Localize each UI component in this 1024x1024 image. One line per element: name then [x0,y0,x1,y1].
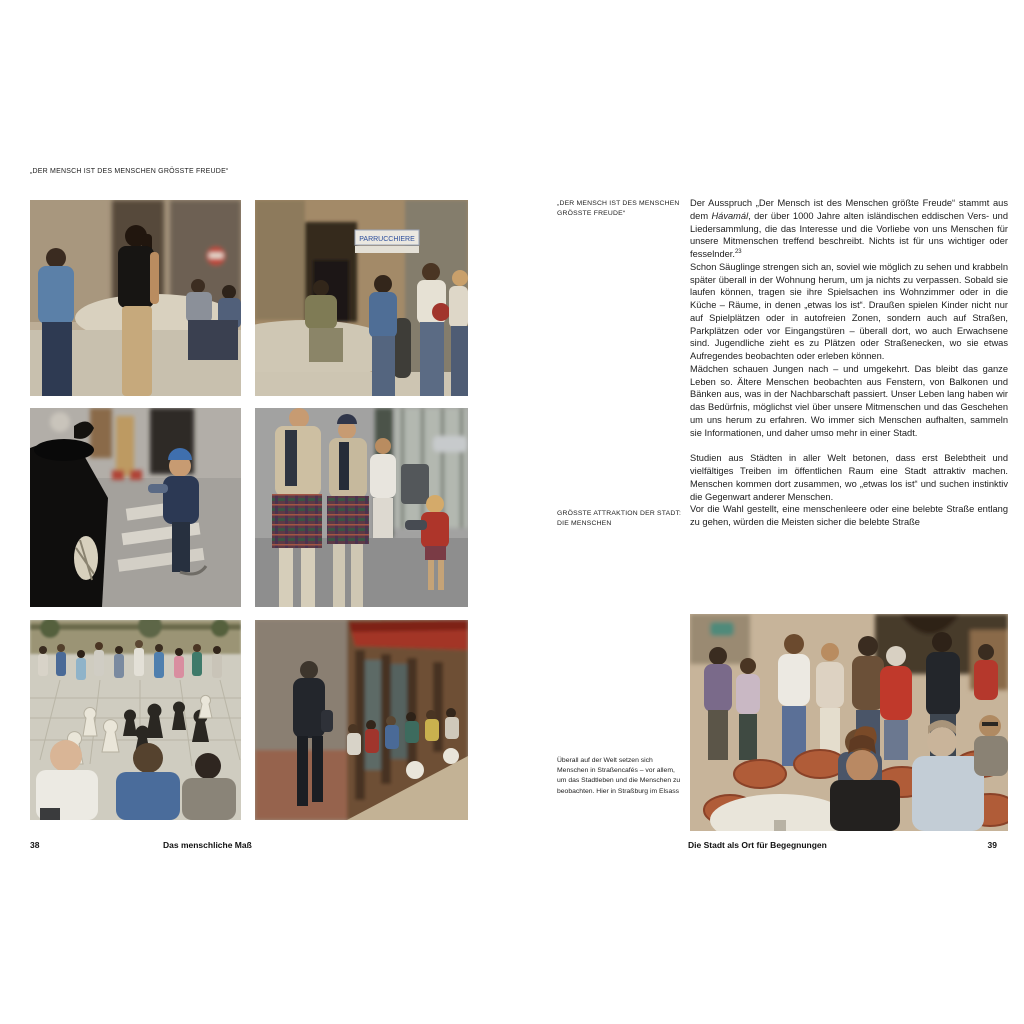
left-chapter-title: Das menschliche Maß [163,840,252,850]
photo-giant-chess [30,620,241,820]
photo-sidewalk-cafe [255,620,468,820]
photo-street-walkers [30,200,241,396]
shop-sign-text: PARRUCCHIERE [359,236,415,243]
left-page-kicker: „DER MENSCH IST DES MENSCHEN GRÖSSTE FREUDE“ [30,168,229,175]
photo-performer-child [30,408,241,607]
right-chapter-title: Die Stadt als Ort für Begegnungen [688,840,827,850]
photo-caption: Überall auf der Welt setzen sich Menschen in Straßencafés – vor allem, um das Stadtleben und die Menschen zu beobachten. Hier in Straßburg im Elsass [557,757,681,795]
photo-pipers-child [255,408,468,607]
left-page-number: 38 [30,840,40,850]
photo-strasbourg-cafe [690,614,1008,831]
margin-note-quote: „DER MENSCH IST DES MENSCHEN GRÖSSTE FREUDE“ [557,200,680,217]
right-page-number: 39 [987,840,997,850]
main-text [690,197,1008,529]
photo-fountain-shop [255,200,468,396]
paragraph: Mädchen schauen Jungen nach – und umgekehrt. Das bleibt das ganze Leben so. Ältere Menschen beobachten aus Fenstern, von Balkonen und Bänken aus, was in der Nachbarschaft passiert. Unser Leben lang haben wir das Bedürfnis, möglichst viel über unsere Mitmenschen und das Geschehen um uns herum zu erfahren. Wo immer sich Menschen aufhalten, sammeln sie Informationen, und daher umso mehr in einer Stadt. [690,363,1008,438]
paragraph: Der Ausspruch „Der Mensch ist des Menschen größte Freude“ stammt aus dem Hávamál, der über 1000 Jahre alten isländischen eddischen Vers- und Liedersammlung, die das Interesse und die Vorliebe von uns Menschen für unsere Mitmenschen treffend beschreibt. Nichts ist für uns wichtiger oder fesselnder.$^{23}$ [690,198,1009,259]
margin-note-attraction: GRÖSSTE ATTRAKTION DER STADT: DIE MENSCHEN [557,510,682,527]
paragraph: Schon Säuglinge strengen sich an, soviel wie möglich zu sehen und krabbeln später überall in der Wohnung herum, um ja nichts zu verpassen. Sobald sie laufen können, tragen sie ihre Spielsachen ins Wohnzimmer oder in die Küche – Räume, in denen „etwas los ist“. Draußen spielen Kinder nicht nur auf Spielplätzen oder in autofreien Zonen, sondern auch auf Straßen, Parkplätzen oder vor Eingangstüren – überall dort, wo auch Erwachsene sind. Jugendliche zieht es zu Plätzen oder Straßenecken, wo sie etwas Aufregendes beobachten oder erleben können. [690,261,1008,361]
paragraph: Vor die Wahl gestellt, eine menschenleere oder eine belebte Straße entlang zu gehen, würden die Meisten sicher die belebte Straße [690,504,1008,527]
paragraph: Studien aus Städten in aller Welt betonen, dass erst Belebtheit und vielfältiges Treiben im öffentlichen Raum eine Stadt attraktiv machen. Menschen kommen dort zusammen, wo „etwas los ist“ und suchen instinktiv die Gegenwart anderer Menschen. [690,453,1008,502]
